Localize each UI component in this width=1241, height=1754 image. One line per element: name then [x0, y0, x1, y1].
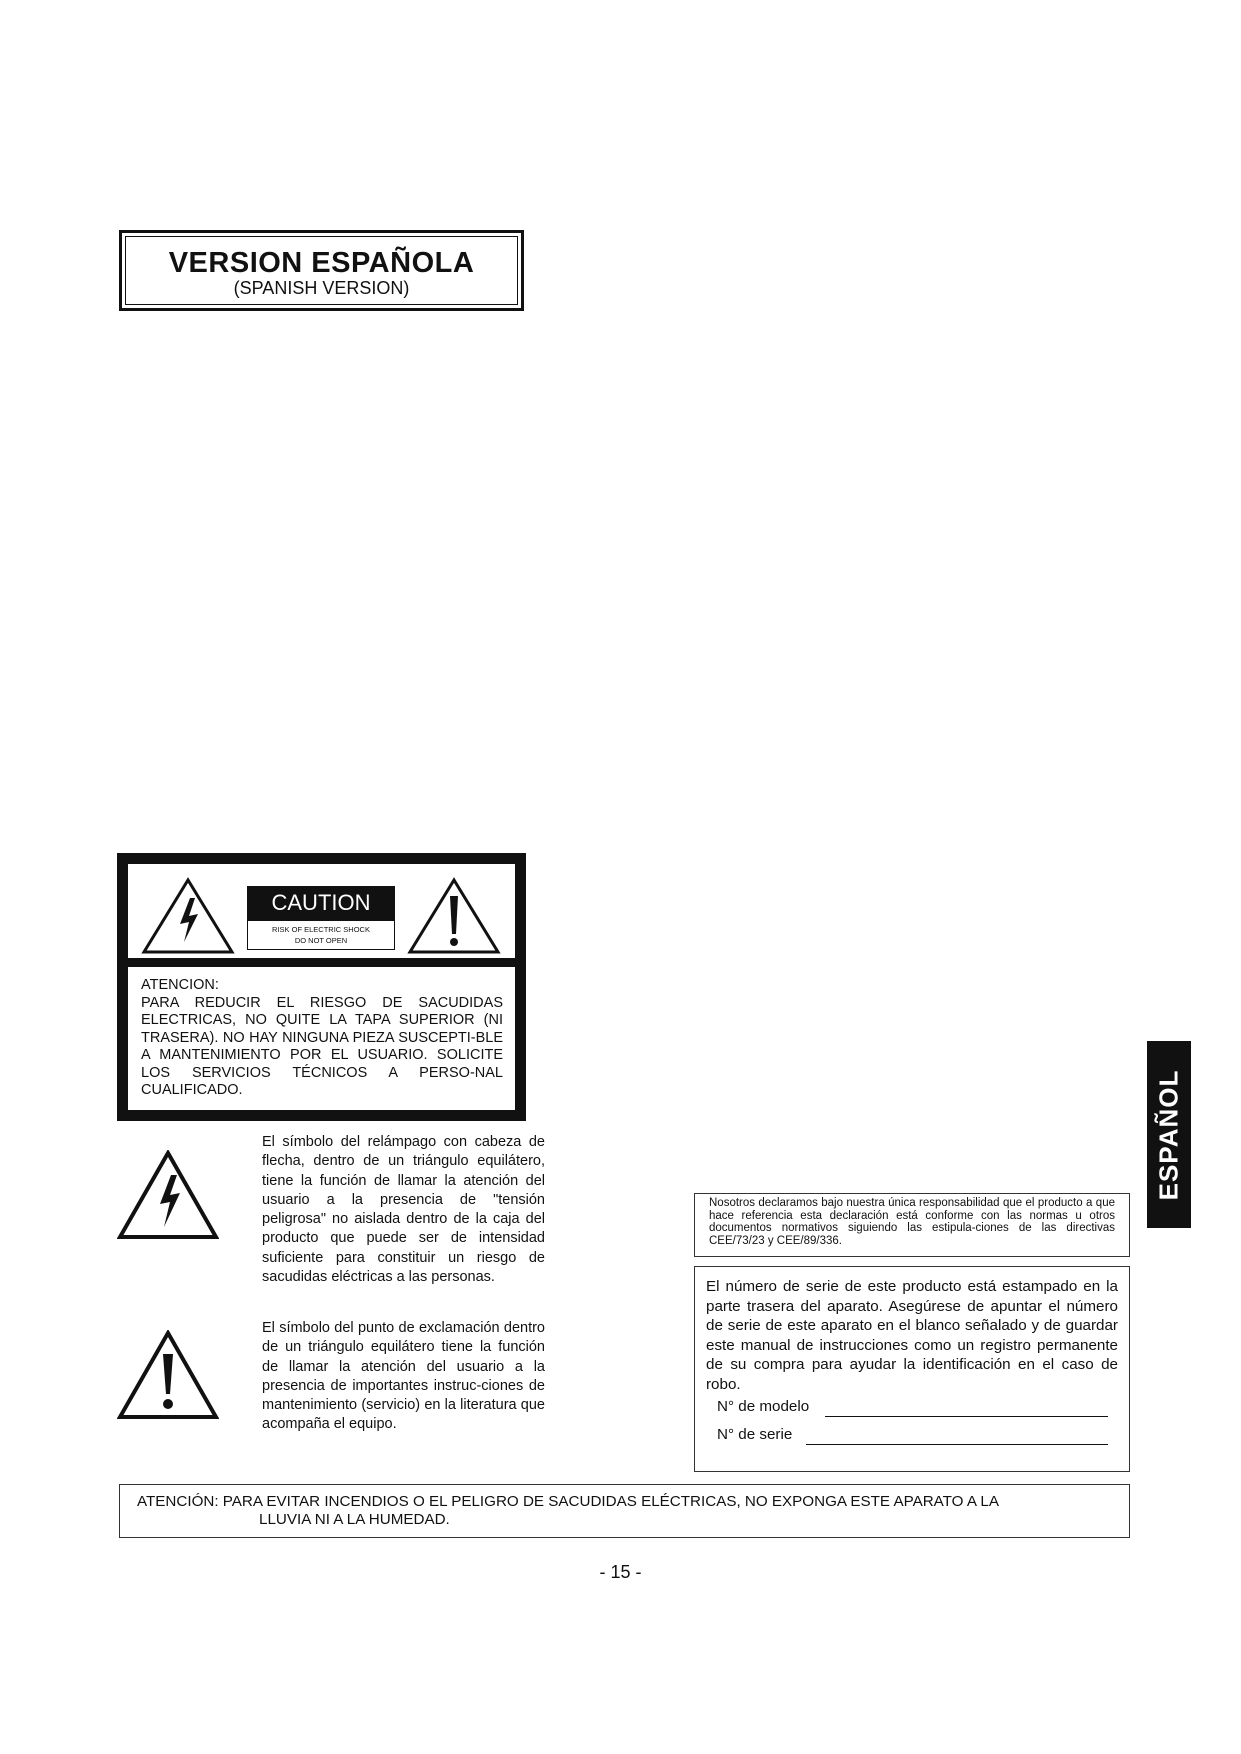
model-field-line[interactable] [825, 1416, 1108, 1417]
lightning-warning-icon [140, 876, 236, 956]
serial-field-line[interactable] [806, 1444, 1108, 1445]
caution-subtext [247, 920, 395, 950]
declaration-text: Nosotros declaramos bajo nuestra única responsabilidad que el producto a que hace referencia esta declaración está conforme con las normas u otros documentos normativos siguiendo las estipula-ciones de las directivas CEE/73/23 y CEE/89/336. [709, 1197, 1115, 1247]
caution-heading: ATENCION: [141, 977, 219, 993]
exclamation-symbol-description: El símbolo del punto de exclamación dentro de un triángulo equilátero tiene la función de llamar la atención del usuario a la presencia de importantes instruc-ciones de mantenimiento (servicio) en la literatura que acompaña el equipo. [262, 1320, 545, 1433]
fire-warning-line1: ATENCIÓN: PARA EVITAR INCENDIOS O EL PELIGRO DE SACUDIDAS ELÉCTRICAS, NO EXPONGA ESTE APARATO A LA [137, 1493, 999, 1510]
language-side-tab [1147, 1041, 1191, 1228]
exclamation-symbol-icon [117, 1330, 219, 1420]
caution-text: PARA REDUCIR EL RIESGO DE SACUDIDAS ELECTRICAS, NO QUITE LA TAPA SUPERIOR (NI TRASERA). NO HAY NINGUNA PIEZA SUSCEPTI-BLE A MANTENIMIENTO POR EL USUARIO. SOLICITE LOS SERVICIOS TÉCNICOS A PERSO-NAL CUALIFICADO. [141, 994, 503, 1098]
lightning-symbol-description: El símbolo del relámpago con cabeza de flecha, dentro de un triángulo equilátero, tiene la función de llamar la atención del usuario a la presencia de "tensión peligrosa" no aislada dentro de la caja del producto que puede ser de intensidad suficiente para constituir un riesgo de sacudidas eléctricas a las personas. [262, 1134, 545, 1286]
lightning-symbol-icon [117, 1150, 219, 1240]
caution-title: CAUTION [247, 886, 395, 920]
model-label: N° de modelo [717, 1398, 810, 1415]
caution-header [128, 864, 515, 958]
caution-subtext-line1: RISK OF ELECTRIC SHOCK [272, 925, 370, 934]
caution-body [128, 967, 515, 1110]
page-number: - 15 - [599, 1562, 642, 1582]
title-box [119, 230, 524, 311]
caution-subtext-line2: DO NOT OPEN [294, 936, 348, 945]
serial-number-box [694, 1266, 1130, 1472]
language-side-tab-label: ESPAÑOL [1153, 1069, 1184, 1200]
caution-label-box [117, 853, 526, 1121]
fire-warning-box [119, 1484, 1130, 1538]
page-title: VERSION ESPAÑOLA [168, 247, 475, 279]
fire-warning-line2: LLUVIA NI A LA HUMEDAD. [259, 1511, 450, 1528]
exclamation-warning-icon [406, 876, 502, 956]
declaration-box [694, 1193, 1130, 1257]
serial-label: N° de serie [717, 1426, 793, 1443]
serial-instructions: El número de serie de este producto está estampado en la parte trasera del aparato. Asegúrese de apuntar el número de serie de este aparato en el blanco señalado y de guardar este manual de instrucciones como un registro permanente de su compra para ayudar la identificación en el caso de robo. [706, 1278, 1118, 1393]
page-subtitle: (SPANISH VERSION) [233, 278, 410, 298]
